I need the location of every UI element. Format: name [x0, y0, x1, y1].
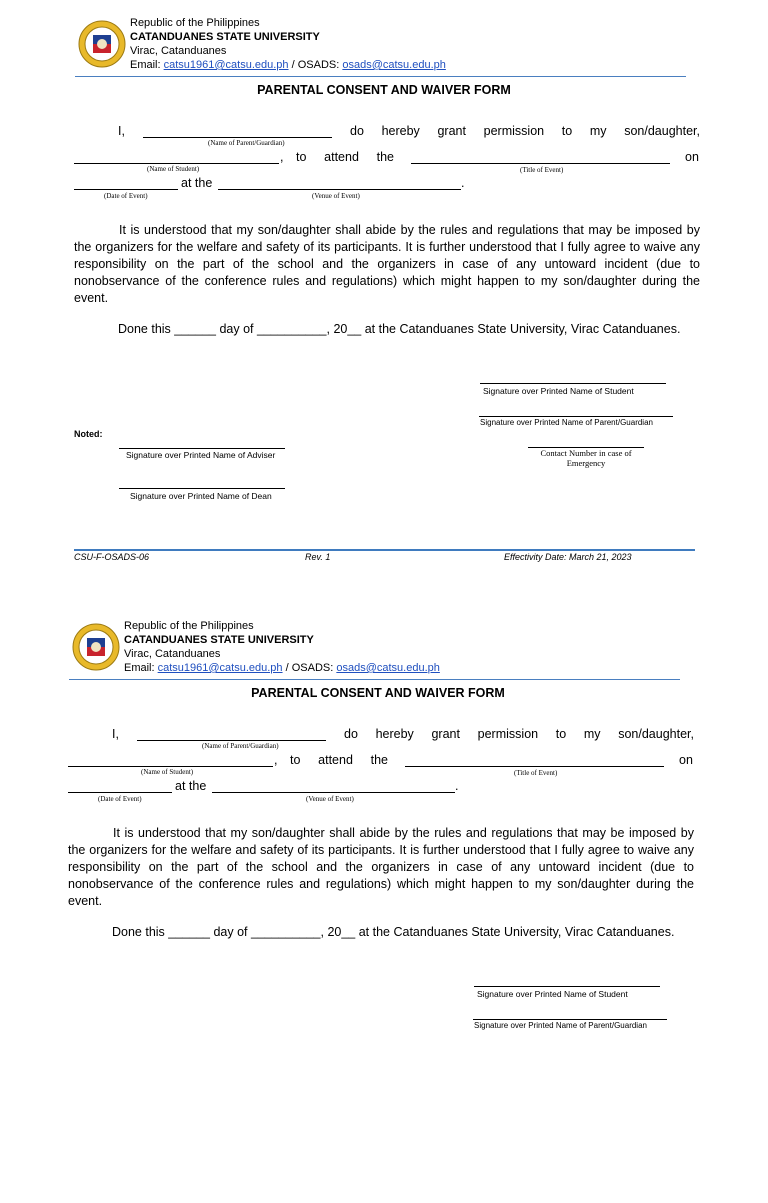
text-the: the	[370, 753, 388, 767]
parent-name-caption: (Name of Parent/Guardian)	[202, 742, 279, 750]
text-attend: attend	[324, 150, 359, 164]
consent-form-copy-1	[0, 0, 768, 600]
waiver-paragraph: It is understood that my son/daughter shall abide by the rules and regulations that may be imposed by the organizers for the welfare and safety of its participants. It is further understood that I fully agree to waive any responsibility on the part of the school and the organizers in case of any untoward incident (due to nonobservance of the conference rules and regulations) which might happen to my son/daughter during the event.	[74, 223, 700, 305]
text-son-daughter: son/daughter,	[618, 727, 694, 741]
text-i: I,	[112, 727, 119, 741]
text-to: to	[561, 124, 573, 138]
university-header	[124, 619, 440, 675]
student-signature-caption: Signature over Printed Name of Student	[477, 989, 628, 999]
student-signature-line[interactable]	[480, 383, 666, 384]
form-revision: Rev. 1	[305, 552, 331, 562]
university-location: Virac, Catanduanes	[130, 45, 227, 57]
parent-signature-caption: Signature over Printed Name of Parent/Guardian	[474, 1021, 647, 1030]
text-do: do	[344, 727, 358, 741]
contact-number-caption: Contact Number in case of Emergency	[540, 448, 632, 468]
parent-signature-line[interactable]	[479, 416, 673, 417]
done-this-line: Done this ______ day of __________, 20__ at the Catanduanes State University, Virac Catanduanes.	[112, 925, 675, 939]
email-label: Email:	[130, 59, 161, 71]
done-this-line: Done this ______ day of __________, 20__ at the Catanduanes State University, Virac Catanduanes.	[118, 322, 681, 336]
text-to-2: to	[296, 150, 307, 164]
text-permission: permission	[483, 124, 545, 138]
event-venue-blank[interactable]	[212, 792, 455, 793]
text-grant: grant	[431, 727, 460, 741]
effectivity-date: Effectivity Date: March 21, 2023	[504, 552, 632, 562]
form-title: PARENTAL CONSENT AND WAIVER FORM	[257, 83, 511, 97]
parent-signature-caption: Signature over Printed Name of Parent/Guardian	[480, 418, 653, 427]
osads-label: / OSADS:	[291, 59, 340, 71]
university-seal-logo	[78, 20, 126, 68]
period-text: .	[455, 779, 459, 793]
student-name-blank[interactable]	[74, 163, 279, 164]
catsu-email-link[interactable]: catsu1961@catsu.edu.ph	[163, 59, 289, 71]
osads-label: / OSADS:	[285, 662, 334, 674]
event-title-caption: (Title of Event)	[520, 166, 564, 174]
university-seal-logo	[72, 623, 120, 671]
grant-permission-text	[350, 124, 700, 138]
text-i: I,	[118, 124, 125, 138]
email-label: Email:	[124, 662, 155, 674]
event-venue-caption: (Venue of Event)	[306, 795, 354, 803]
to-attend-text	[296, 150, 394, 164]
event-venue-blank[interactable]	[218, 189, 461, 190]
event-date-blank[interactable]	[68, 792, 172, 793]
student-signature-line[interactable]	[474, 986, 660, 987]
event-title-blank[interactable]	[411, 163, 670, 164]
text-attend: attend	[318, 753, 353, 767]
event-venue-caption: (Venue of Event)	[312, 192, 360, 200]
text-permission: permission	[477, 727, 539, 741]
event-date-caption: (Date of Event)	[104, 192, 148, 200]
text-hereby: hereby	[381, 124, 420, 138]
event-title-blank[interactable]	[405, 766, 664, 767]
text-do: do	[350, 124, 364, 138]
dean-signature-line[interactable]	[119, 488, 285, 489]
period-text: .	[461, 176, 465, 190]
university-location: Virac, Catanduanes	[124, 648, 221, 660]
event-date-caption: (Date of Event)	[98, 795, 142, 803]
dean-signature-caption: Signature over Printed Name of Dean	[130, 491, 272, 501]
student-signature-caption: Signature over Printed Name of Student	[483, 386, 634, 396]
to-attend-text	[290, 753, 388, 767]
form-line-1	[118, 124, 125, 138]
text-hereby: hereby	[375, 727, 414, 741]
at-the-text: at the	[181, 176, 213, 190]
osads-email-link[interactable]: osads@catsu.edu.ph	[342, 59, 446, 71]
text-the: the	[376, 150, 394, 164]
event-date-blank[interactable]	[74, 189, 178, 190]
text-to: to	[555, 727, 567, 741]
parent-name-blank[interactable]	[137, 740, 326, 741]
student-name-caption: (Name of Student)	[147, 165, 200, 173]
text-to-2: to	[290, 753, 301, 767]
text-my: my	[583, 727, 601, 741]
header-rule	[75, 76, 686, 77]
text-son-daughter: son/daughter,	[624, 124, 700, 138]
parent-name-caption: (Name of Parent/Guardian)	[208, 139, 285, 147]
form-line-1	[112, 727, 119, 741]
student-name-blank[interactable]	[68, 766, 273, 767]
university-name: CATANDUANES STATE UNIVERSITY	[130, 31, 320, 43]
parent-signature-line[interactable]	[473, 1019, 667, 1020]
comma-text: ,	[274, 753, 278, 767]
waiver-paragraph: It is understood that my son/daughter shall abide by the rules and regulations that may be imposed by the organizers for the welfare and safety of its participants. It is further understood that I fully agree to waive any responsibility on the part of the school and the organizers in case of any untoward incident (due to nonobservance of the conference rules and regulations) which might happen to my son/daughter during the event.	[68, 826, 694, 908]
university-header	[130, 16, 446, 72]
noted-label: Noted:	[74, 429, 103, 439]
grant-permission-text	[344, 727, 694, 741]
consent-form-copy-2	[0, 603, 762, 1203]
event-title-caption: (Title of Event)	[514, 769, 558, 777]
text-grant: grant	[437, 124, 466, 138]
student-name-caption: (Name of Student)	[141, 768, 194, 776]
footer-rule	[74, 549, 695, 551]
comma-text: ,	[280, 150, 284, 164]
form-title: PARENTAL CONSENT AND WAIVER FORM	[251, 686, 505, 700]
republic-text: Republic of the Philippines	[124, 620, 254, 632]
osads-email-link[interactable]: osads@catsu.edu.ph	[336, 662, 440, 674]
republic-text: Republic of the Philippines	[130, 17, 260, 29]
on-text: on	[685, 150, 699, 164]
adviser-signature-caption: Signature over Printed Name of Adviser	[126, 450, 276, 460]
text-my: my	[589, 124, 607, 138]
at-the-text: at the	[175, 779, 207, 793]
parent-name-blank[interactable]	[143, 137, 332, 138]
form-code: CSU-F-OSADS-06	[74, 552, 150, 562]
on-text: on	[679, 753, 693, 767]
adviser-signature-line[interactable]	[119, 448, 285, 449]
university-name: CATANDUANES STATE UNIVERSITY	[124, 634, 314, 646]
catsu-email-link[interactable]: catsu1961@catsu.edu.ph	[157, 662, 283, 674]
header-rule	[69, 679, 680, 680]
